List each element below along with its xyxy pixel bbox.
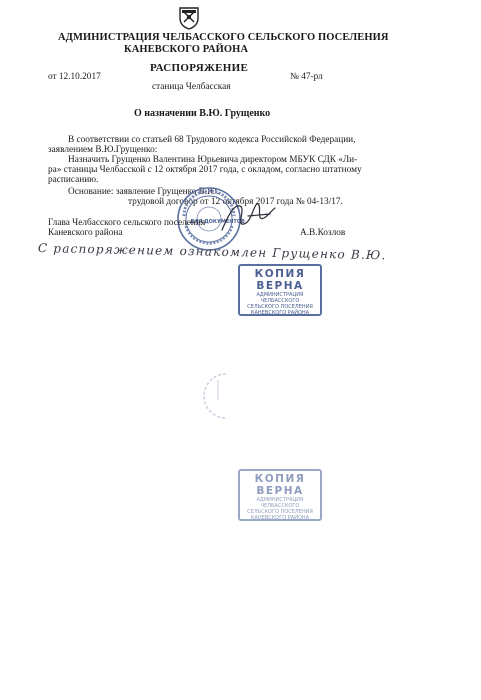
body-paragraph2-line2: ра» станицы Челбасской с 12 октября 2017 года, с окладом, согласно штатному	[48, 165, 362, 175]
body-paragraph2-line3: расписанию.	[48, 175, 99, 185]
organization-name-line2: КАНЕВСКОГО РАЙОНА	[124, 44, 249, 55]
document-subject: О назначении В.Ю. Грущенко	[134, 108, 271, 119]
body-paragraph1-line2: заявлением В.Ю.Грущенко:	[48, 145, 158, 155]
copy-stamp-line: АДМИНИСТРАЦИЯ ЧЕЛБАССКОГО	[256, 292, 304, 304]
handwritten-acknowledgement: С распоряжением ознакомлен Грущенко В.Ю.	[37, 241, 387, 263]
document-place: станица Челбасская	[152, 82, 231, 92]
signatory-position-line2: Каневского района	[48, 228, 123, 238]
copy-stamp-line: СЕЛЬСКОГО ПОСЕЛЕНИЯ	[247, 304, 313, 310]
coat-of-arms-emblem	[178, 6, 200, 35]
basis-line1: Основание: заявление Грущенко В.Ю.	[68, 187, 219, 197]
faded-copy-stamp-title: КОПИЯ ВЕРНА	[254, 473, 306, 497]
copy-stamp-line: КАНЕВСКОГО РАЙОНА	[250, 310, 310, 316]
copy-stamp-title: КОПИЯ ВЕРНА	[254, 268, 306, 292]
body-paragraph1-line1: В соответствии со статьей 68 Трудового кодекса Российской Федерации,	[68, 135, 356, 145]
document-number: № 47-рл	[290, 72, 323, 82]
signatory-position-line1: Глава Челбасского сельского поселения	[48, 218, 206, 228]
body-paragraph2-line1: Назначить Грущенко Валентина Юрьевича директором МБУК СДК «Ли-	[68, 155, 358, 165]
handwritten-signature	[218, 196, 278, 241]
document-type-title: РАСПОРЯЖЕНИЕ	[150, 62, 249, 74]
faded-copy-stamp-line: АДМИНИСТРАЦИЯ ЧЕЛБАССКОГО	[256, 497, 304, 509]
faded-round-seal	[196, 370, 236, 427]
faded-copy-stamp-line: КАНЕВСКОГО РАЙОНА	[250, 515, 310, 521]
document-date: от 12.10.2017	[48, 72, 101, 82]
copy-certified-stamp	[238, 264, 322, 316]
faded-copy-stamp-line: СЕЛЬСКОГО ПОСЕЛЕНИЯ	[247, 509, 313, 515]
faded-copy-certified-stamp	[238, 469, 322, 521]
organization-name-line1: АДМИНИСТРАЦИЯ ЧЕЛБАССКОГО СЕЛЬСКОГО ПОСЕЛЕНИЯ	[58, 32, 389, 43]
basis-line2: трудовой договор от 12 октября 2017 года № 04-13/17.	[128, 197, 343, 207]
signatory-name: А.В.Козлов	[300, 228, 346, 238]
round-seal-text: ДЛЯ ДОКУМЕНТОВ	[190, 219, 245, 225]
